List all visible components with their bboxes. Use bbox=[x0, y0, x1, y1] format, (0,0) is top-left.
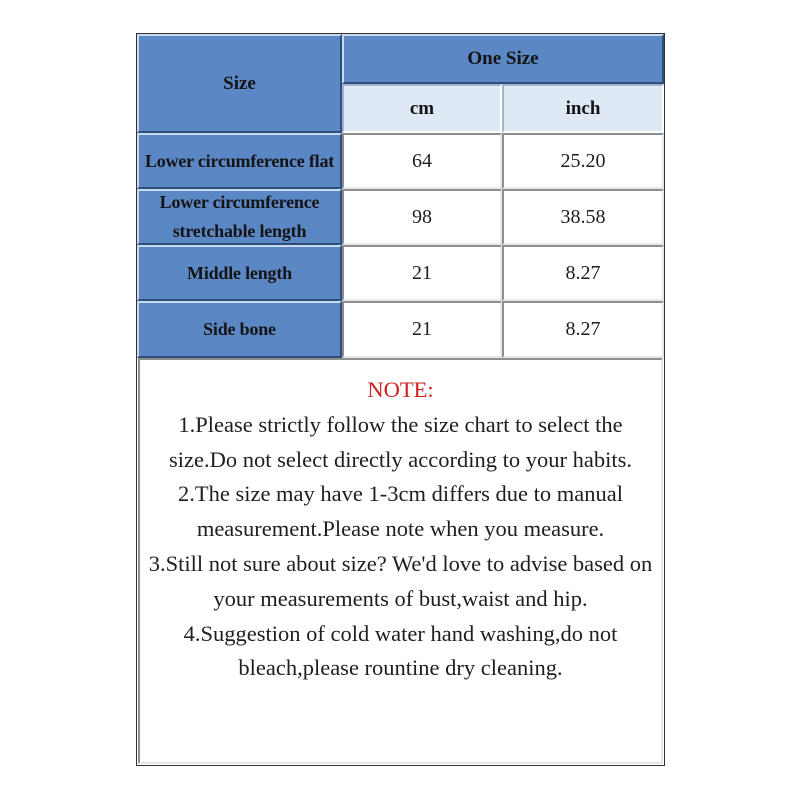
unit-inch-label: inch bbox=[565, 97, 601, 119]
table-cell-inch bbox=[502, 133, 664, 189]
inch-value: 8.27 bbox=[565, 261, 601, 284]
inch-value: 8.27 bbox=[565, 318, 601, 340]
table-row-label-cell bbox=[137, 301, 342, 358]
note-item: 2.The size may have 1-3cm differs due to manual measurement.Please note when you measure. bbox=[177, 481, 624, 542]
inch-value: 38.58 bbox=[560, 205, 606, 228]
table-cell-inch bbox=[502, 189, 664, 245]
unit-cm-header-cell bbox=[342, 84, 502, 133]
table-cell-inch bbox=[502, 245, 664, 301]
table-cell-cm bbox=[342, 189, 502, 245]
table-row-label-cell bbox=[137, 189, 342, 245]
row-label: Side bone bbox=[203, 319, 276, 339]
row-label: Lower circumference flat bbox=[144, 150, 335, 171]
row-label: Lower circumference stretchable length bbox=[159, 192, 320, 241]
table-cell-cm bbox=[342, 133, 502, 189]
inch-value: 25.20 bbox=[560, 149, 606, 172]
table-cell-cm bbox=[342, 301, 502, 358]
table-row-label-cell bbox=[137, 245, 342, 301]
cm-value: 21 bbox=[412, 318, 432, 340]
note-box bbox=[138, 358, 663, 764]
note-item: 1.Please strictly follow the size chart to select the size.Do not select directly according to your habits. bbox=[169, 411, 632, 472]
table-cell-inch bbox=[502, 301, 664, 358]
cm-value: 21 bbox=[412, 261, 432, 284]
note-item: 4.Suggestion of cold water hand washing,do not bleach,please rountine dry cleaning. bbox=[183, 620, 618, 681]
note-title: NOTE: bbox=[367, 377, 434, 402]
one-size-header-label: One Size bbox=[467, 48, 539, 69]
note-item: 3.Still not sure about size? We'd love to advise based on your measurements of bust,waist and hip. bbox=[148, 550, 653, 611]
one-size-header-cell bbox=[342, 34, 664, 84]
size-header-cell bbox=[137, 34, 342, 133]
cm-value: 64 bbox=[412, 149, 432, 172]
size-header-label: Size bbox=[223, 72, 256, 94]
cm-value: 98 bbox=[412, 205, 432, 228]
row-label: Middle length bbox=[187, 262, 292, 283]
table-row-label-cell bbox=[137, 133, 342, 189]
table-cell-cm bbox=[342, 245, 502, 301]
unit-inch-header-cell bbox=[502, 84, 664, 133]
unit-cm-label: cm bbox=[409, 97, 435, 119]
